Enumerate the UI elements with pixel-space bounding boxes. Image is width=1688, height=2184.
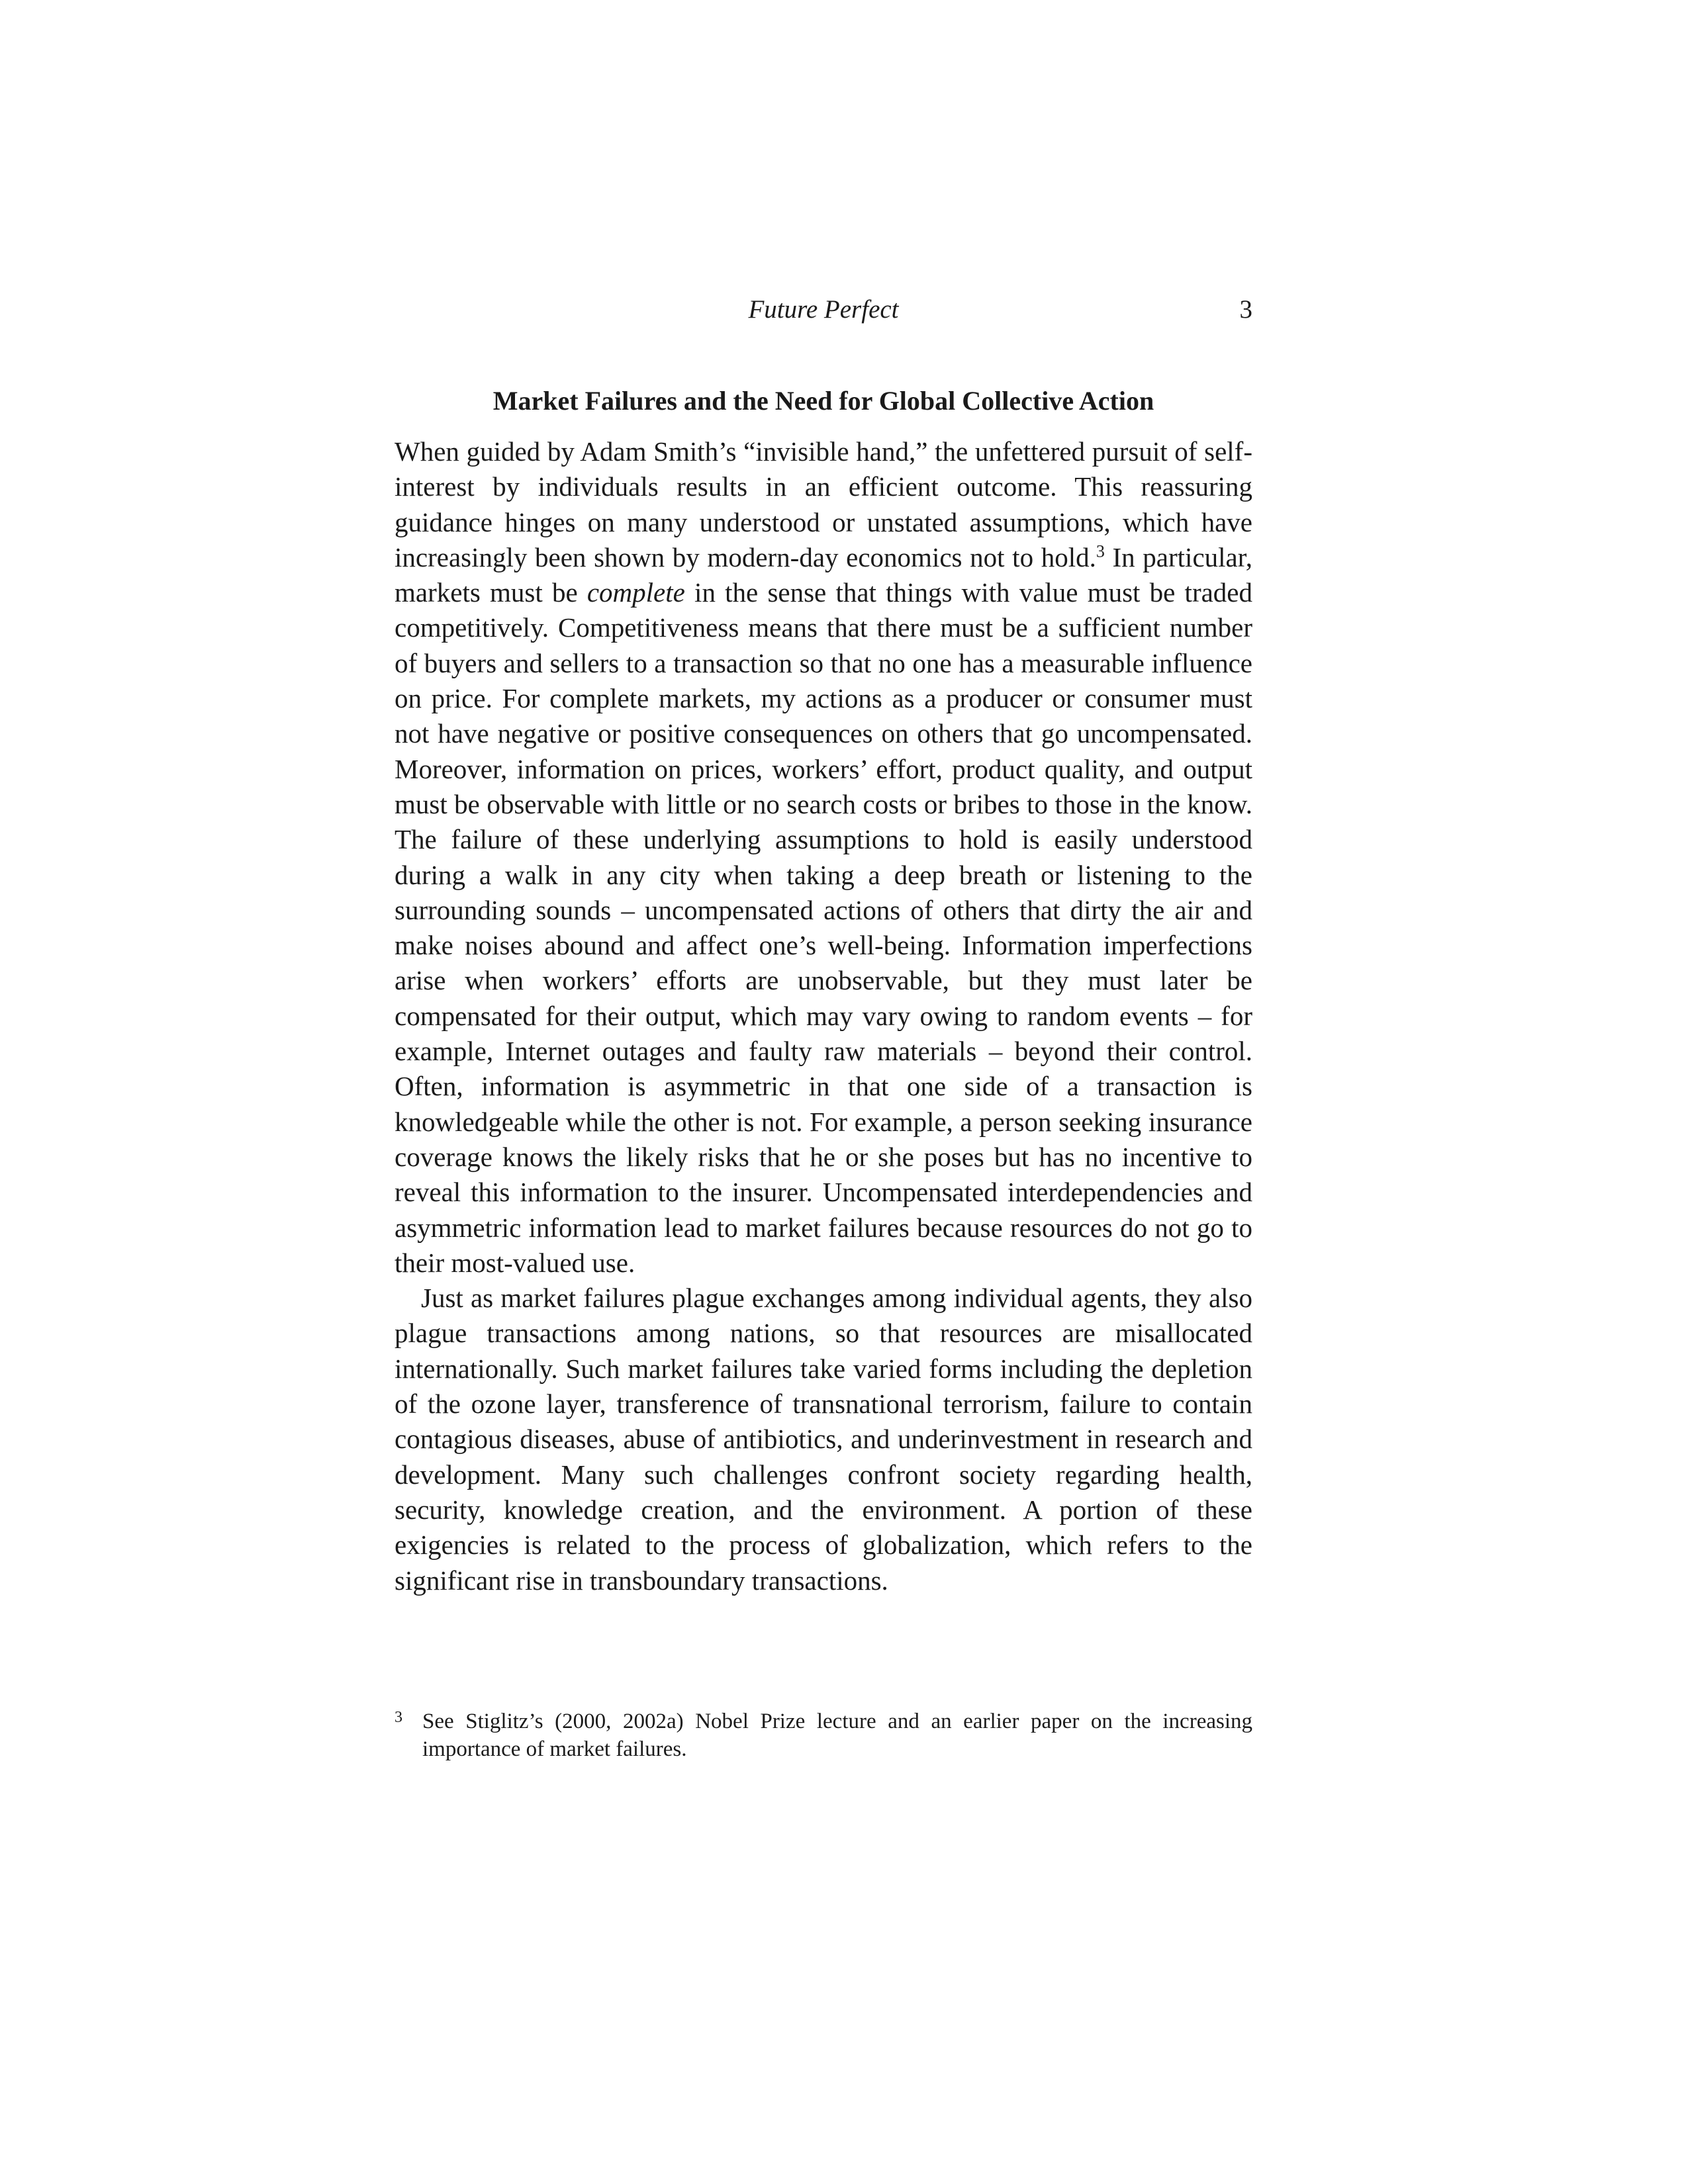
section-heading: Market Failures and the Need for Global Collective Action: [492, 386, 1154, 416]
paragraph-1-part-3: in the sense that things with value must be traded competitively. Competitiveness means that there must be a sufficient number of buyers and sellers to a transaction so that no one has a measurable influence on price. For complete markets, my actions as a producer or consumer must not have negative or positive consequences on others that go uncompensated. Moreover, information on prices, workers’ effort, product quality, and output must be observable with little or no search costs or bribes to those in the know. The failure of these underlying assumptions to hold is easily understood during a walk in any city when taking a deep breath or listening to the surrounding sounds – uncompensated actions of others that dirty the air and make noises abound and affect one’s well-being. Information imperfections arise when workers’ efforts are unobservable, but they must later be compensated for their output, which may vary owing to random events – for example, Internet outages and faulty raw materials – beyond their control. Often, information is asymmetric in that one side of a transaction is knowledgeable while the other is not. For example, a person seeking insurance coverage knows the likely risks that he or she poses but has no incentive to reveal this information to the insurer. Uncompensated interdependencies and asymmetric information lead to market failures because resources do not go to their most-valued use.: [395, 577, 1252, 1278]
running-head: [395, 290, 1252, 330]
paragraph-2: Just as market failures plague exchanges among individual agents, they also plague transactions among nations, so that resources are misallocated internationally. Such market failures take varied forms including the depletion of the ozone layer, transference of transnational terrorism, failure to contain contagious diseases, abuse of antibiotics, and underinvestment in research and development. Many such challenges confront society regarding health, security, knowledge creation, and the environment. A portion of these exigencies is related to the process of globalization, which refers to the significant rise in transboundary transactions.: [395, 1283, 1252, 1596]
footnote: [395, 1707, 1252, 1763]
footnote-text: See Stiglitz’s (2000, 2002a) Nobel Prize lecture and an earlier paper on the increasing importance of market failures.: [422, 1709, 1252, 1761]
paragraph-1-part-2: In particular, markets must be: [395, 541, 1252, 608]
footnote-marker: 3: [395, 1709, 402, 1726]
paragraph-1-part-1: When guided by Adam Smith’s “invisible hand,” the unfettered pursuit of self-interest by individuals results in an efficient outcome. This reassuring guidance hinges on many understood or unstated assumptions, which have increasingly been shown by modern-day economics not to hold.: [395, 436, 1252, 572]
emphasis-complete: complete: [586, 577, 685, 608]
body-text: [395, 434, 1252, 1598]
footnote-reference: 3: [1096, 541, 1105, 561]
page-number: 3: [1239, 295, 1252, 324]
paragraph-1: [395, 434, 1252, 1281]
running-title: Future Perfect: [748, 295, 899, 324]
